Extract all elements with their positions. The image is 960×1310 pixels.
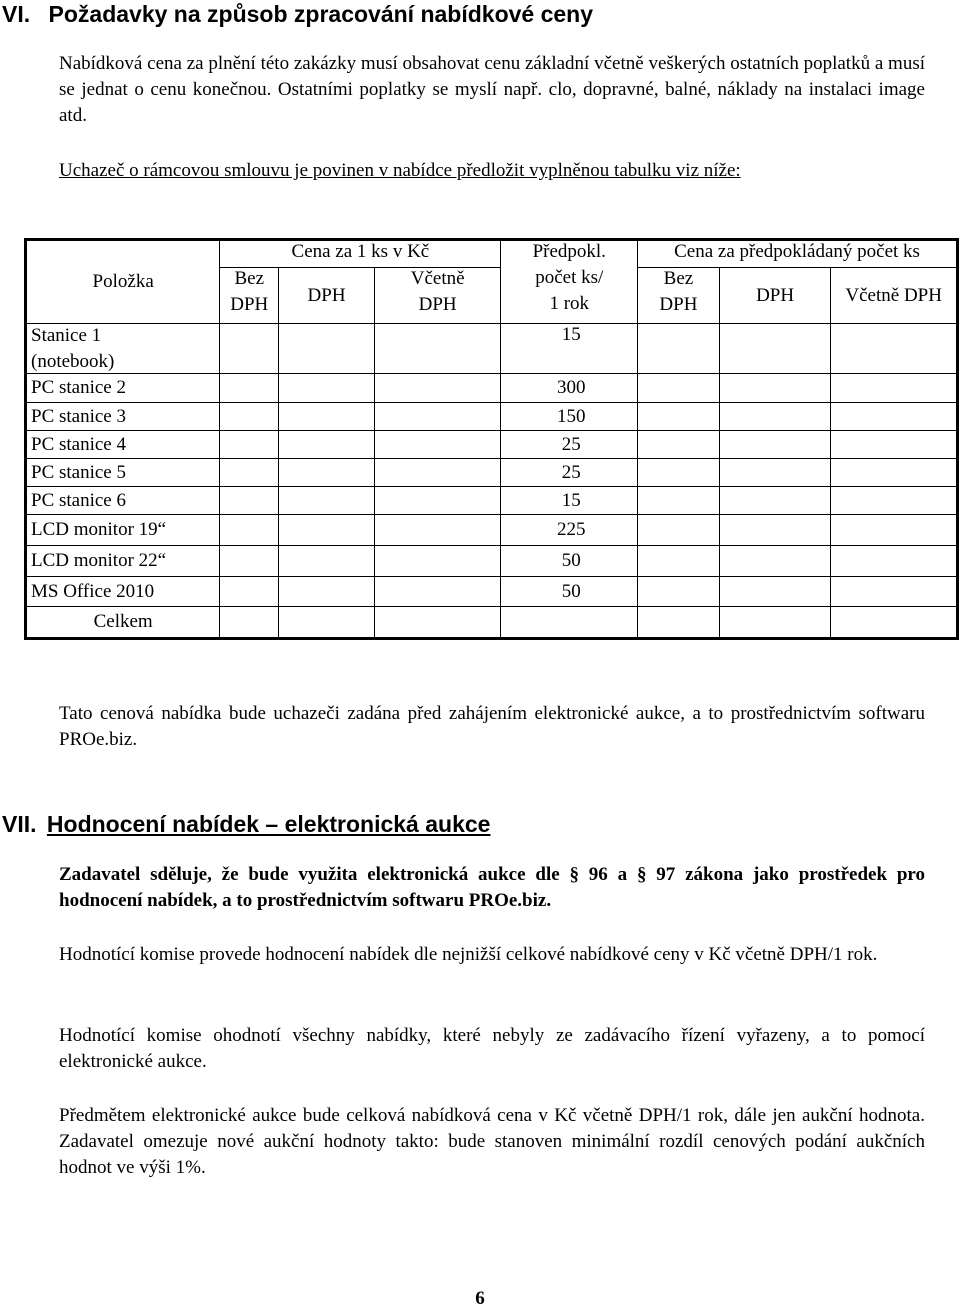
row-item: PC stanice 3 — [26, 403, 220, 431]
header-unit-bez-dph: Bez DPH — [220, 268, 279, 324]
table-row — [26, 515, 958, 546]
section-7-paragraph-3: Hodnotící komise ohodnotí všechny nabídky, které nebyly ze zadávacího řízení vyřazeny, a to pomocí elektronické aukce. — [59, 1025, 925, 1072]
table-row — [26, 324, 958, 374]
section-7-number: VII. — [2, 811, 37, 837]
section-6-heading — [2, 1, 593, 28]
row-item: Stanice 1 (notebook) — [26, 324, 220, 374]
section-7-paragraph-2: Hodnotící komise provede hodnocení nabídek dle nejnižší celkové nabídkové ceny v Kč včetně DPH/1 rok. — [59, 944, 878, 965]
price-table — [24, 238, 959, 640]
header-unit-dph: DPH — [279, 268, 375, 324]
section-6-paragraph-3: Tato cenová nabídka bude uchazeči zadána před zahájením elektronické aukce, a to prostřednictvím softwaru PROe.biz. — [59, 703, 925, 750]
table-row — [26, 403, 958, 431]
row-item: PC stanice 6 — [26, 487, 220, 515]
section-7-paragraph-4: Předmětem elektronické aukce bude celková nabídková cena v Kč včetně DPH/1 rok, dále jen aukční hodnota. Zadavatel omezuje nové aukční hodnoty takto: bude stanoven minimální rozdíl cenových podání aukčních hodnot ve výši 1%. — [59, 1105, 925, 1178]
row-item: PC stanice 2 — [26, 374, 220, 403]
section-6-title: Požadavky na způsob zpracování nabídkové ceny — [48, 1, 594, 27]
section-6-number: VI. — [2, 1, 31, 27]
table-row — [26, 374, 958, 403]
header-total-vcetne-dph: Včetně DPH — [831, 268, 958, 324]
row-quantity: 15 — [501, 324, 638, 374]
table-row — [26, 431, 958, 459]
row-quantity: 225 — [501, 515, 638, 546]
header-total-price: Cena za předpokládaný počet ks — [638, 240, 958, 268]
table-row — [26, 459, 958, 487]
row-item: MS Office 2010 — [26, 577, 220, 607]
section-6-paragraph-1: Nabídková cena za plnění této zakázky musí obsahovat cenu základní včetně veškerých ostatních poplatků a musí se jednat o cenu konečnou. Ostatními poplatky se myslí např. clo, dopravné, balné, náklady na instalaci image atd. — [59, 53, 925, 126]
row-item-total: Celkem — [26, 607, 220, 639]
row-quantity: 25 — [501, 459, 638, 487]
header-quantity: Předpokl. počet ks/ 1 rok — [501, 240, 638, 324]
section-6-paragraph-2: Uchazeč o rámcovou smlouvu je povinen v nabídce předložit vyplněnou tabulku viz níže: — [59, 160, 741, 181]
header-unit-vcetne-dph: Včetně DPH — [374, 268, 501, 324]
header-item: Položka — [26, 240, 220, 324]
page-number: 6 — [475, 1288, 485, 1309]
table-row — [26, 577, 958, 607]
row-item: LCD monitor 22“ — [26, 546, 220, 577]
row-quantity: 50 — [501, 577, 638, 607]
header-price-per-unit: Cena za 1 ks v Kč — [220, 240, 501, 268]
row-item: PC stanice 4 — [26, 431, 220, 459]
row-item: PC stanice 5 — [26, 459, 220, 487]
row-quantity: 15 — [501, 487, 638, 515]
header-total-dph: DPH — [719, 268, 831, 324]
row-quantity: 50 — [501, 546, 638, 577]
table-row-total — [26, 607, 958, 639]
header-total-bez-dph: Bez DPH — [638, 268, 720, 324]
row-quantity: 300 — [501, 374, 638, 403]
table-row — [26, 487, 958, 515]
section-7-heading — [2, 811, 490, 838]
section-7-title: Hodnocení nabídek – elektronická aukce — [46, 811, 491, 837]
section-7-paragraph-1: Zadavatel sděluje, že bude využita elektronická aukce dle § 96 a § 97 zákona jako prostředek pro hodnocení nabídek, a to prostřednictvím softwaru PROe.biz. — [59, 864, 925, 911]
table-row — [26, 546, 958, 577]
row-item: LCD monitor 19“ — [26, 515, 220, 546]
row-quantity: 150 — [501, 403, 638, 431]
row-quantity — [501, 607, 638, 639]
row-quantity: 25 — [501, 431, 638, 459]
